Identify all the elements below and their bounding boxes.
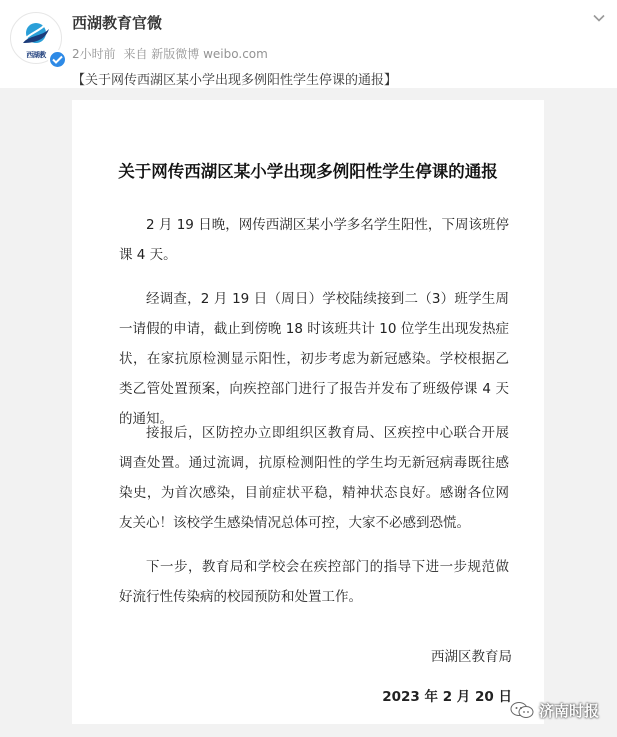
document-title: 关于网传西湖区某小学出现多例阳性学生停课的通报 [118, 162, 498, 181]
watermark [509, 699, 599, 721]
paragraph: 接报后，区防控办立即组织区教育局、区疾控中心联合开展调查处置。通过流调，抗原检测阳性的学生均无新冠病毒既往感染史，为首次感染，目前症状平稳，精神状态良好。感谢各位网友关心！该校学生感染情况总体可控，大家不必感到恐慌。 [119, 425, 509, 531]
post-text: 【关于网传西湖区某小学出现多例阳性学生停课的通报】 [72, 73, 398, 88]
signature-organization: 西湖区教育局 [431, 649, 512, 665]
post-image[interactable] [0, 88, 617, 737]
post-time[interactable]: 2小时前 [72, 47, 116, 61]
post-source: 来自 新版微博 weibo.com [123, 47, 268, 61]
post-meta [72, 45, 272, 62]
paragraph: 2 月 19 日晚，网传西湖区某小学多名学生阳性，下周该班停课 4 天。 [119, 217, 509, 263]
wechat-icon [509, 701, 535, 719]
signature-date: 2023 年 2 月 20 日 [382, 689, 512, 705]
paragraph: 下一步，教育局和学校会在疾控部门的指导下进一步规范做好流行性传染病的校园预防和处置工作。 [119, 559, 509, 605]
chevron-down-icon[interactable] [591, 10, 607, 26]
avatar-caption: 西湖教 [26, 51, 46, 59]
notice-document [72, 100, 544, 724]
author-name[interactable]: 西湖教育官微 [72, 14, 163, 32]
watermark-text: 济南时报 [538, 701, 599, 720]
post-header [0, 0, 617, 88]
paragraph: 经调查，2 月 19 日（周日）学校陆续接到二（3）班学生周一请假的申请，截止到傍晚 18 时该班共计 10 位学生出现发热症状，在家抗原检测显示阳性，初步考虑为新冠感染。学校根据乙类乙管处置预案，向疾控部门进行了报告并发布了班级停课 4 天的通知。 [119, 291, 509, 427]
verified-badge-icon [48, 50, 67, 69]
